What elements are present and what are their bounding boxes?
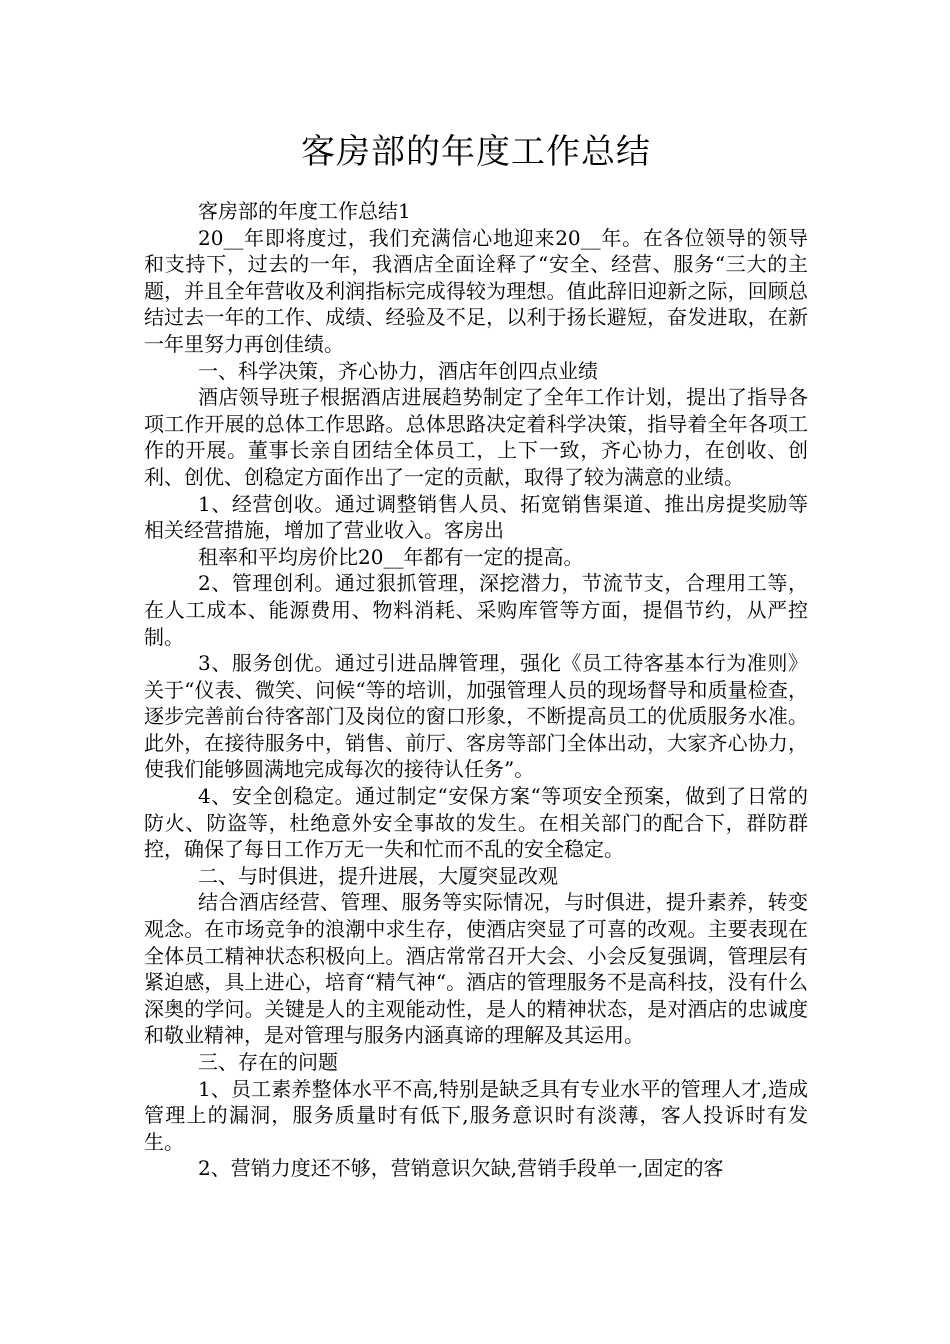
section-heading-2: 二、与时俱进，提升进展，大厦突显改观 bbox=[198, 863, 558, 888]
document-body bbox=[144, 198, 808, 1182]
paragraph-problem-1: 1、员工素养整体水平不高,特别是缺乏具有专业水平的管理人才,造成管理上的漏洞，服务质量时有低下,服务意识时有淡薄，客人投诉时有发生。 bbox=[144, 1076, 808, 1154]
section-heading-3: 三、存在的问题 bbox=[198, 1050, 338, 1074]
section-heading-1: 一、科学决策，齐心协力，酒店年创四点业绩 bbox=[198, 358, 598, 383]
document-page bbox=[144, 0, 808, 1182]
paragraph-item-4: 4、安全创稳定。通过制定“安保方案“等项安全预案，做到了日常的防火、防盗等，杜绝意外安全事故的发生。在相关部门的配合下，群防群控，确保了每日工作万无一失和忙而不乱的安全稳定。 bbox=[144, 784, 808, 862]
paragraph-item-2: 2、管理创利。通过狠抓管理，深挖潜力，节流节支，合理用工等，在人工成本、能源费用、物料消耗、采购库管等方面，提倡节约，从严控制。 bbox=[144, 571, 808, 649]
paragraph: 结合酒店经营、管理、服务等实际情况，与时俱进，提升素养，转变观念。在市场竞争的浪潮中求生存，使酒店突显了可喜的改观。主要表现在全体员工精神状态积极向上。酒店常常召开大会、小会反复强调，管理层有紧迫感，具上进心，培育“精气神“。酒店的管理服务不是高科技，没有什么深奥的学问。关键是人的主观能动性，是人的精神状态，是对酒店的忠诚度和敬业精神，是对管理与服务内涵真谛的理解及其运用。 bbox=[144, 890, 808, 1048]
paragraph-subtitle: 客房部的年度工作总结1 bbox=[198, 199, 411, 223]
document-title: 客房部的年度工作总结 bbox=[301, 132, 651, 172]
paragraph-problem-2: 2、营销力度还不够，营销意识欠缺,营销手段单一,固定的客 bbox=[198, 1156, 724, 1181]
paragraph-item-1: 1、经营创收。通过调整销售人员、拓宽销售渠道、推出房提奖励等相关经营措施，增加了营业收入。客房出 bbox=[144, 491, 808, 543]
paragraph-item-1-continued: 租率和平均房价比20__年都有一定的提高。 bbox=[198, 544, 584, 569]
paragraph-item-3: 3、服务创优。通过引进品牌管理，强化《员工待客基本行为准则》关于“仪表、微笑、问候“等的培训，加强管理人员的现场督导和质量检查，逐步完善前台待客部门及岗位的窗口形象，不断提高员工的优质服务水准。此外，在接待服务中，销售、前厅、客房等部门全体出动，大家齐心协力，使我们能够圆满地完成每次的接待认任务”。 bbox=[144, 651, 808, 782]
paragraph: 酒店领导班子根据酒店进展趋势制定了全年工作计划，提出了指导各项工作开展的总体工作思路。总体思路决定着科学决策，指导着全年各项工作的开展。董事长亲自团结全体员工，上下一致，齐心协力，在创收、创利、创优、创稳定方面作出了一定的贡献，取得了较为满意的业绩。 bbox=[144, 385, 808, 489]
paragraph-intro: 20__年即将度过，我们充满信心地迎来20__年。在各位领导的领导和支持下，过去的一年，我酒店全面诠释了“安全、经营、服务“三大的主题，并且全年营收及利润指标完成得较为理想。值此辞旧迎新之际，回顾总结过去一年的工作、成绩、经验及不足，以利于扬长避短，奋发进取，在新一年里努力再创佳绩。 bbox=[144, 225, 808, 356]
